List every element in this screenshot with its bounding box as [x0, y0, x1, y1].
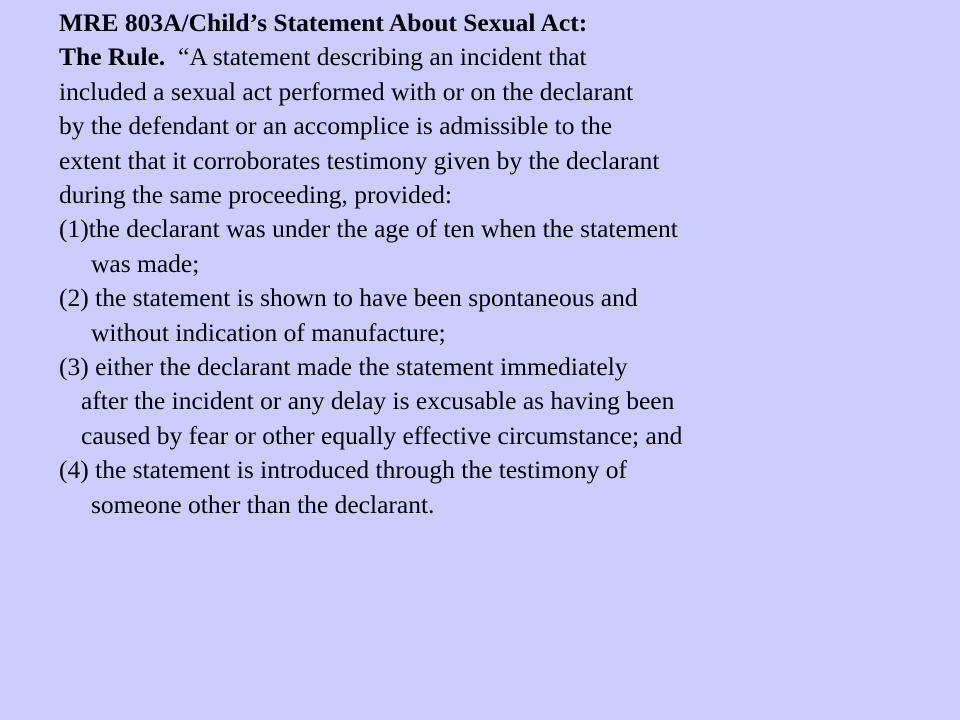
rule-label: The Rule.: [59, 42, 166, 72]
condition-1-first-line: (1)the declarant was under the age of ten when the statement: [59, 214, 678, 244]
condition-4-first-line: (4) the statement is introduced through the testimony of: [59, 455, 627, 485]
rule-intro-line-4: extent that it corroborates testimony given by the declarant: [59, 145, 660, 175]
condition-1-continuation: was made;: [91, 248, 200, 278]
condition-3-continuation-2: caused by fear or other equally effective circumstance; and: [81, 420, 683, 450]
condition-3-continuation-1: after the incident or any delay is excusable as having been: [81, 386, 675, 416]
slide-body: [59, 6, 939, 522]
condition-2-continuation: without indication of manufacture;: [91, 317, 446, 347]
rule-intro-line-3: by the defendant or an accomplice is admissible to the: [59, 111, 613, 141]
rule-intro-line-1: [59, 40, 939, 74]
condition-2-first-line: (2) the statement is shown to have been spontaneous and: [59, 283, 638, 313]
slide-title: MRE 803A/Child’s Statement About Sexual Act:: [59, 8, 588, 37]
condition-4-continuation: someone other than the declarant.: [91, 489, 435, 519]
rule-intro-line-5: during the same proceeding, provided:: [59, 180, 453, 210]
rule-text-start: “A statement describing an incident that: [165, 42, 587, 72]
rule-intro-line-2: included a sexual act performed with or on the declarant: [59, 76, 634, 106]
condition-3-first-line: (3) either the declarant made the statement immediately: [59, 352, 628, 382]
